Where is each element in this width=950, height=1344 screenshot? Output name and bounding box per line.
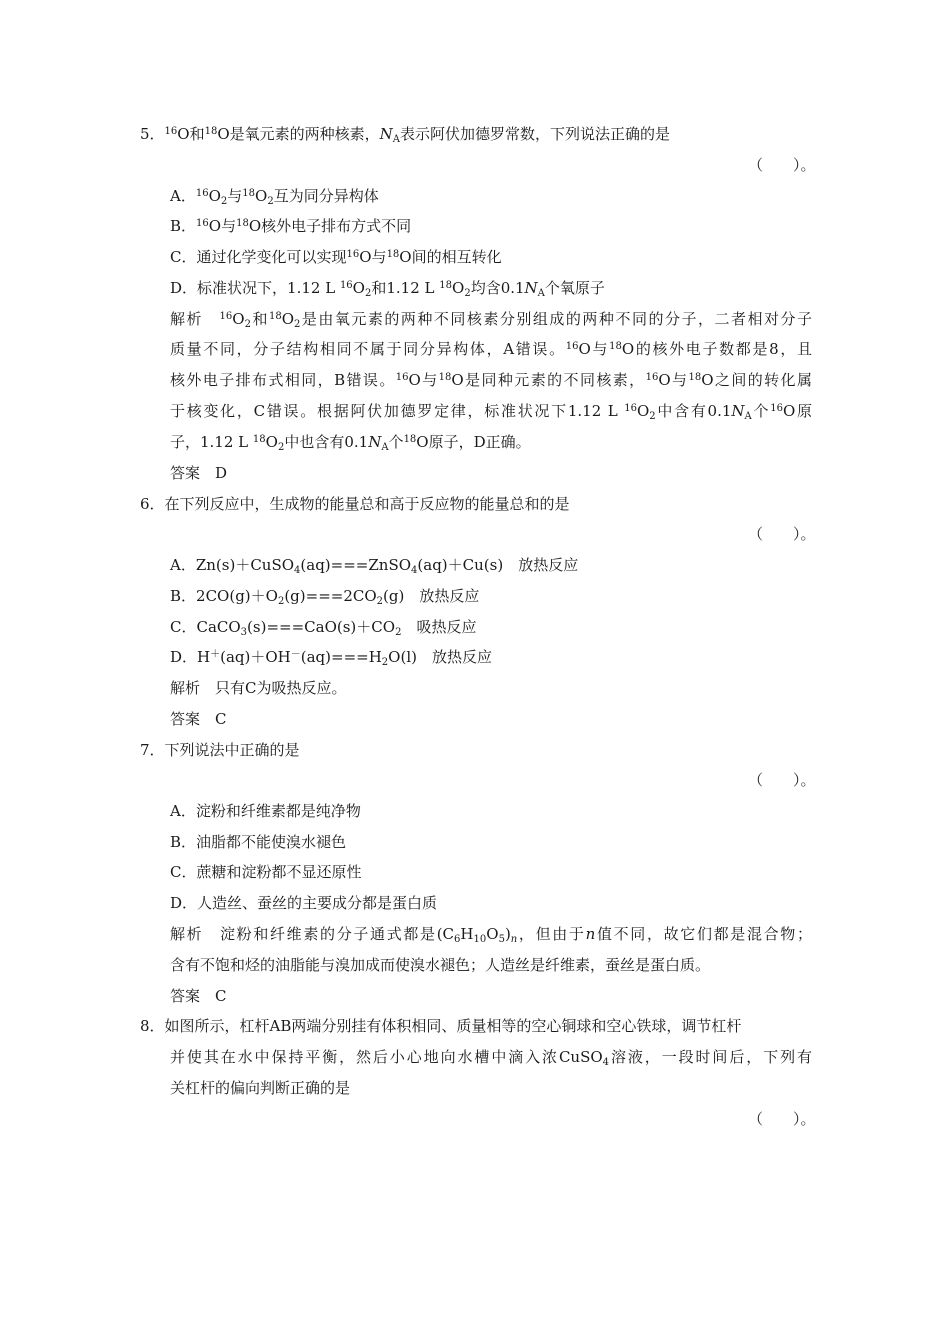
q7-answer-blank: （ ）。	[748, 771, 816, 789]
q6-option-b: B．$2CO(g)+O_2(g)===2CO_2(g)$ 放热反应	[170, 587, 480, 607]
q7-option-a: A．淀粉和纤维素都是纯净物	[170, 802, 361, 820]
q8-stem-line-1: 8．如图所示，杠杆AB两端分别挂有体积相同、质量相等的空心铜球和空心铁球，调节杠杆	[140, 1017, 742, 1035]
q6-option-c: C．$CaCO_3(s)===CaO(s)+CO_2$ 吸热反应	[170, 618, 477, 638]
q5-option-a: A．$^{16}O_2$与$^{18}O_2$互为同分异构体	[170, 187, 379, 207]
q6-option-a: A．Zn(s)＋CuSO$_4$(aq)===ZnSO$_4$(aq)＋Cu(s) 放热反应	[170, 556, 579, 576]
q7-option-d: D．人造丝、蚕丝的主要成分都是蛋白质	[170, 894, 438, 912]
q8-stem-line-3: 关杠杆的偏向判断正确的是	[170, 1079, 351, 1097]
q7-stem: 7．下列说法中正确的是	[140, 741, 300, 759]
q5-option-b: B．$^{16}$O与$^{18}$O核外电子排布方式不同	[170, 217, 412, 235]
q6-option-d: D．$H^+(aq)+OH^-(aq)===H_2O(l)$ 放热反应	[170, 648, 492, 668]
q5-analysis-line-1: 解析 $^{16}O_2$和$^{18}O_2$是由氧元素的两种不同核素分别组成的两种不同的分子，二者相对分子	[170, 310, 812, 330]
q6-answer: 答案 C	[170, 710, 227, 728]
q5-option-d: D．标准状况下，1.12 L $^{16}O_2$和1.12 L $^{18}O_2$均含$0.1N_A$个氧原子	[170, 279, 605, 299]
q7-analysis-line-2: 含有不饱和烃的油脂能与溴加成而使溴水褪色；人造丝是纤维素，蚕丝是蛋白质。	[170, 956, 711, 974]
q5-analysis-line-3: 核外电子排布式相同，B错误。$^{16}$O与$^{18}$O是同种元素的不同核素，$^{16}$O与$^{18}$O之间的转化属	[170, 371, 812, 389]
q7-option-b: B．油脂都不能使溴水褪色	[170, 833, 347, 851]
q5-analysis-line-2: 质量不同，分子结构相同不属于同分异构体，A错误。$^{16}$O与$^{18}$O的核外电子数都是8，且	[170, 340, 812, 358]
q5-stem: 5．$^{16}$O和$^{18}$O是氧元素的两种核素，$N_A$表示阿伏加德罗常数，下列说法正确的是	[140, 125, 671, 145]
q6-analysis: 解析 只有C为吸热反应。	[170, 679, 347, 697]
q5-analysis-line-4: 于核变化，C错误。根据阿伏加德罗定律，标准状况下1.12 L $^{16}O_2$中含有$0.1N_A$个$^{16}$O原	[170, 402, 812, 422]
q5-option-c: C．通过化学变化可以实现$^{16}$O与$^{18}$O间的相互转化	[170, 248, 502, 266]
q6-stem: 6．在下列反应中，生成物的能量总和高于反应物的能量总和的是	[140, 495, 570, 513]
q8-stem-line-2: 并使其在水中保持平衡，然后小心地向水槽中滴入浓CuSO$_4$溶液，一段时间后，下列有	[170, 1048, 812, 1068]
q5-answer-blank: （ ）。	[748, 156, 816, 174]
q7-option-c: C．蔗糖和淀粉都不显还原性	[170, 863, 362, 881]
q7-answer: 答案 C	[170, 987, 227, 1005]
q5-analysis-line-5: 子，1.12 L $^{18}O_2$中也含有$0.1N_A$个$^{18}$O原子，D正确。	[170, 433, 531, 453]
q8-answer-blank: （ ）。	[748, 1110, 816, 1128]
q5-answer: 答案 D	[170, 464, 228, 482]
q7-analysis-line-1: 解析 淀粉和纤维素的分子通式都是$(C_6H_{10}O_5)_n$，但由于n值不同，故它们都是混合物；	[170, 925, 812, 945]
q6-answer-blank: （ ）。	[748, 525, 816, 543]
